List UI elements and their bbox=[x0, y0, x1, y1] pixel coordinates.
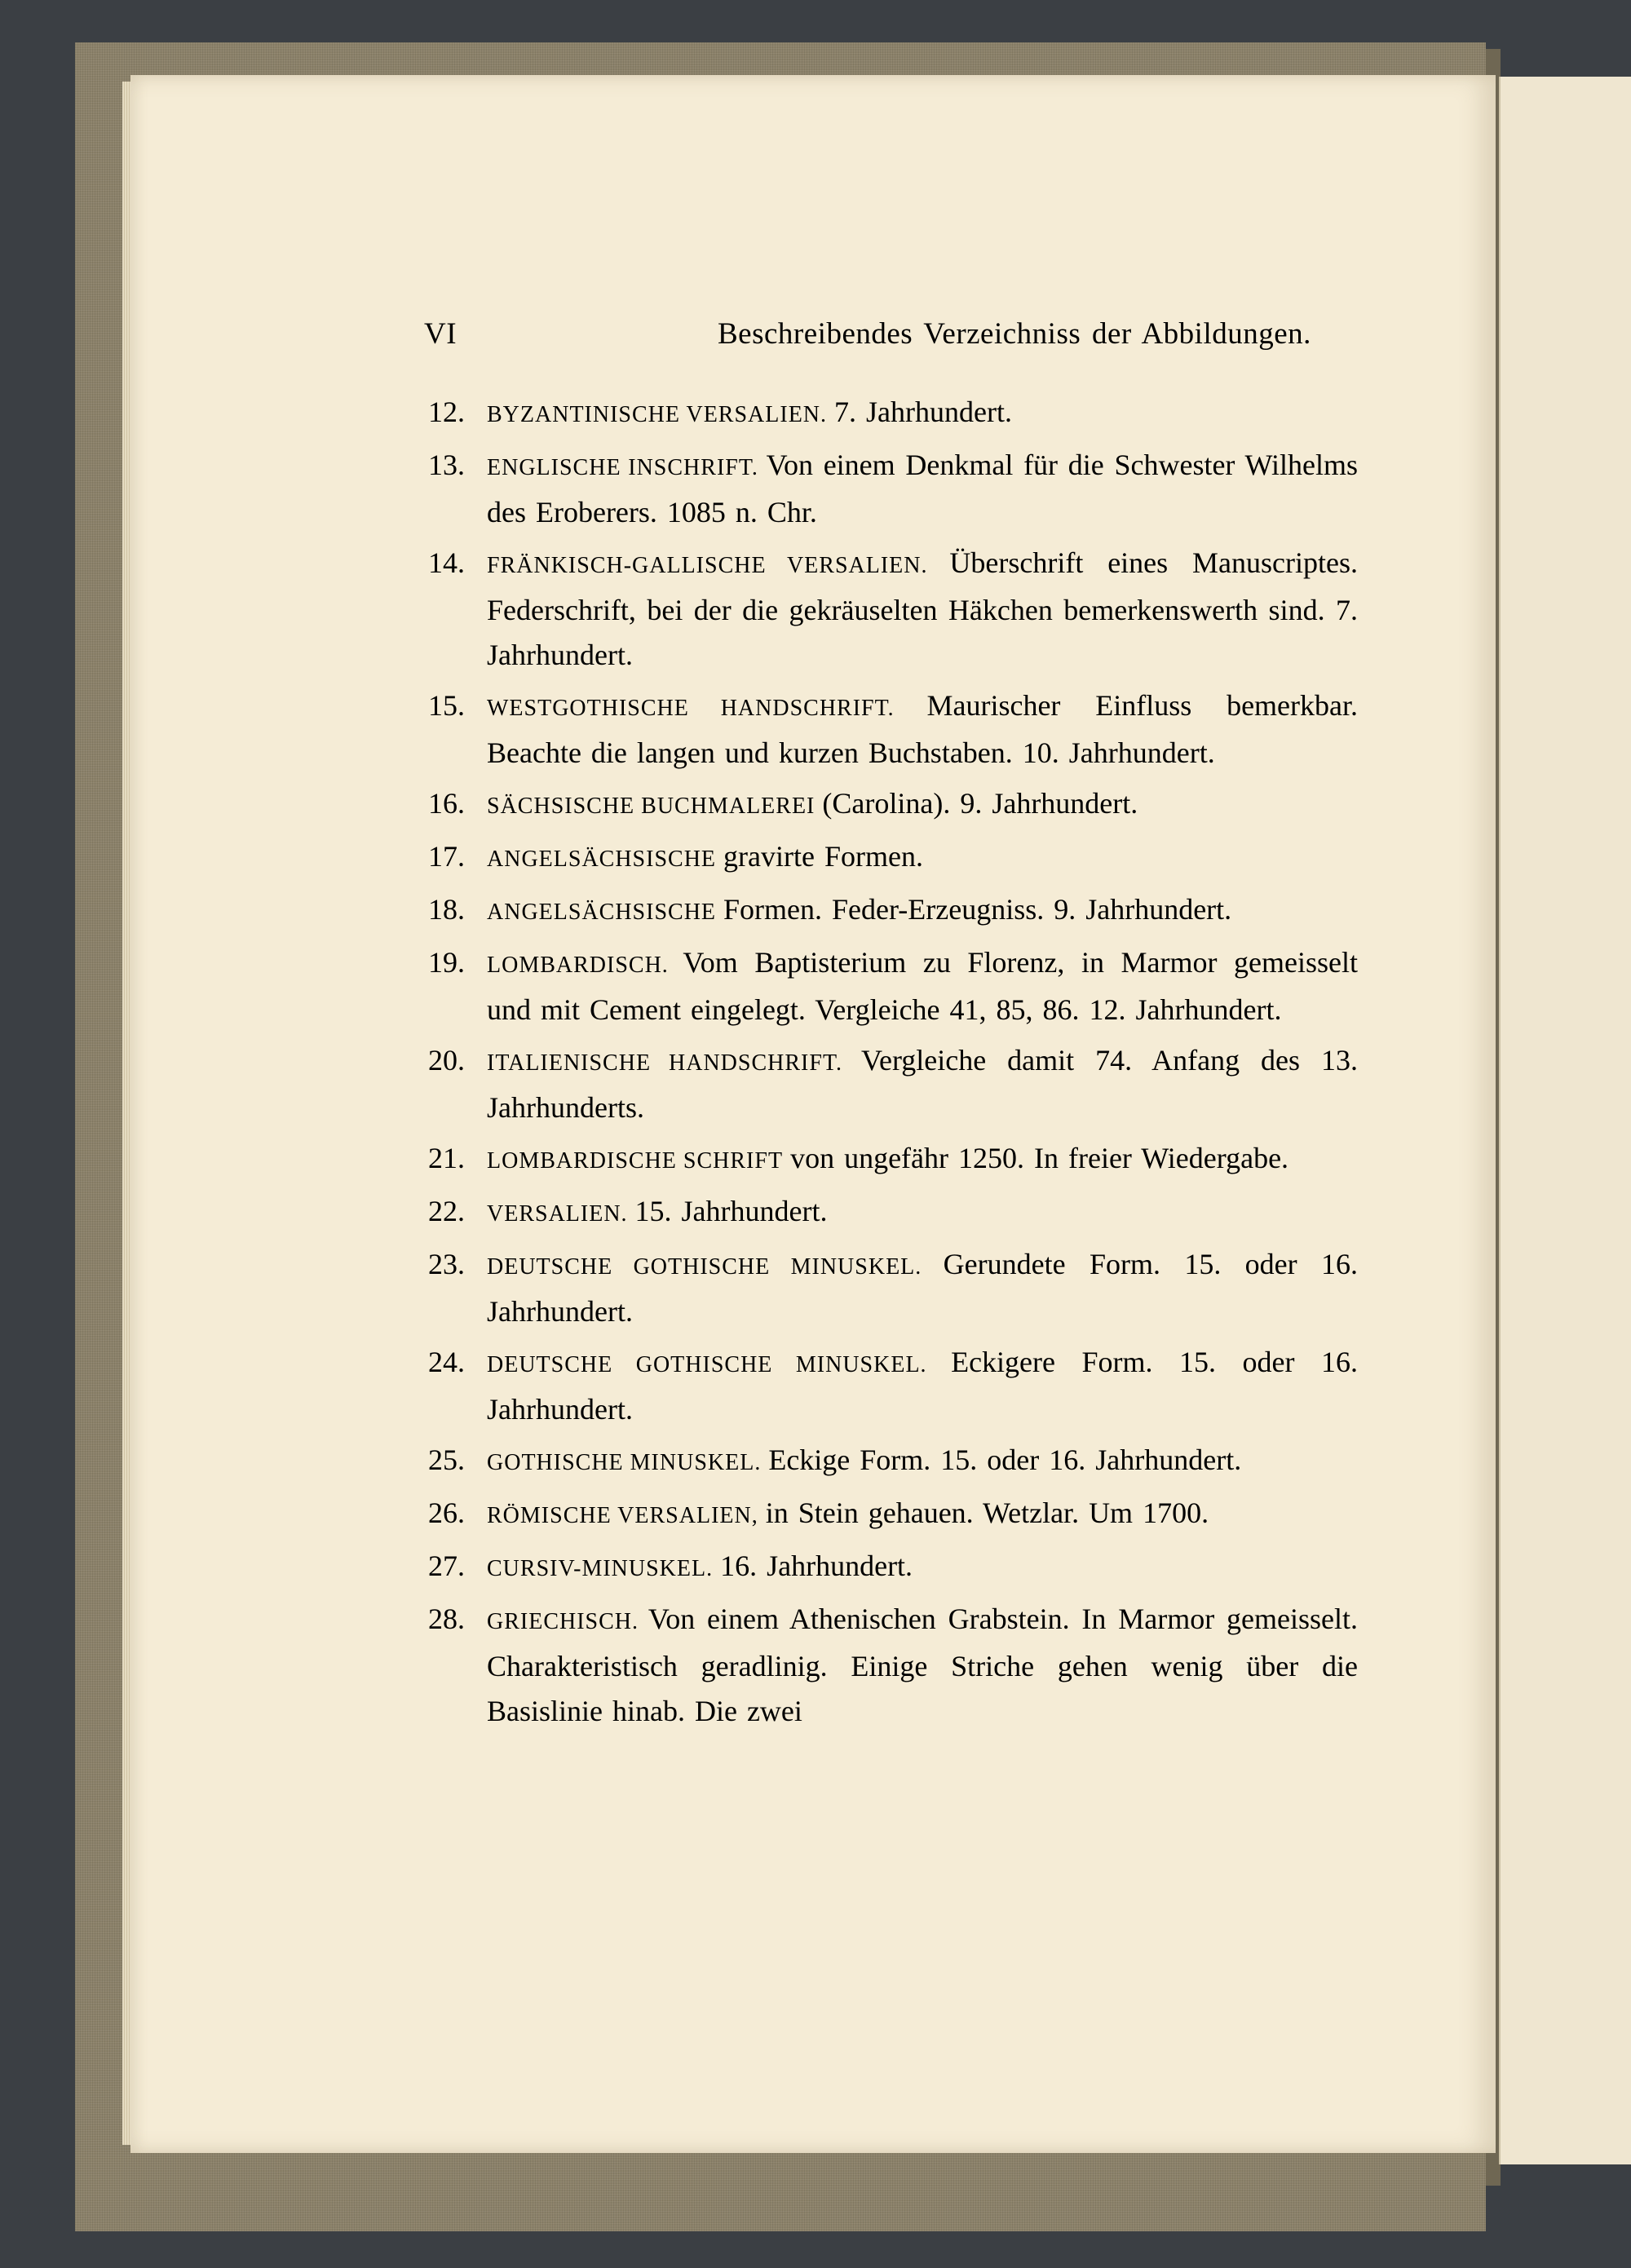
entry-text: Formen. Feder-Erzeugniss. 9. Jahrhundert. bbox=[723, 893, 1232, 926]
entry-number: 25. bbox=[428, 1443, 465, 1476]
figure-entry bbox=[428, 443, 1358, 535]
entry-text: 7. Jahrhundert. bbox=[834, 396, 1012, 428]
entry-heading: DEUTSCHE GOTHISCHE MINUSKEL. bbox=[487, 1352, 927, 1377]
figure-list bbox=[428, 390, 1358, 1740]
figure-entry bbox=[428, 1038, 1358, 1130]
entry-text: 16. Jahrhundert. bbox=[720, 1550, 913, 1582]
entry-number: 24. bbox=[428, 1346, 465, 1378]
entry-text: 15. Jahrhundert. bbox=[634, 1195, 828, 1227]
entry-heading: ENGLISCHE INSCHRIFT. bbox=[487, 455, 758, 480]
entry-heading: RÖMISCHE VERSALIEN, bbox=[487, 1503, 758, 1528]
entry-text: Überschrift eines Manuscriptes. Federschrift, bei der die gekräuselten Häkchen bemerkenswerth sind. 7. Jahrhundert. bbox=[487, 546, 1359, 671]
figure-entry bbox=[428, 1438, 1358, 1485]
entry-heading: LOMBARDISCHE SCHRIFT bbox=[487, 1148, 784, 1174]
entry-heading: VERSALIEN. bbox=[487, 1201, 628, 1227]
entry-heading: ITALIENISCHE HANDSCHRIFT. bbox=[487, 1050, 842, 1076]
figure-entry bbox=[428, 1242, 1358, 1334]
entry-text: Eckige Form. 15. oder 16. Jahrhundert. bbox=[768, 1443, 1242, 1476]
entry-text: (Carolina). 9. Jahrhundert. bbox=[822, 787, 1138, 820]
entry-heading: GRIECHISCH. bbox=[487, 1609, 639, 1634]
entry-number: 27. bbox=[428, 1550, 465, 1582]
figure-entry bbox=[428, 781, 1358, 829]
entry-number: 21. bbox=[428, 1142, 465, 1174]
figure-entry bbox=[428, 1544, 1358, 1591]
entry-number: 15. bbox=[428, 689, 465, 722]
figure-entry bbox=[428, 1189, 1358, 1236]
entry-text: von ungefähr 1250. In freier Wiedergabe. bbox=[790, 1142, 1289, 1174]
figure-entry bbox=[428, 1491, 1358, 1538]
figure-entry bbox=[428, 541, 1358, 678]
entry-number: 12. bbox=[428, 396, 465, 428]
entry-text: Vergleiche damit 74. Anfang des 13. Jahrhunderts. bbox=[487, 1044, 1359, 1124]
entry-number: 26. bbox=[428, 1497, 465, 1529]
entry-number: 22. bbox=[428, 1195, 465, 1227]
facing-page bbox=[1499, 77, 1631, 2164]
figure-entry bbox=[428, 1136, 1358, 1183]
entry-heading: CURSIV-MINUSKEL. bbox=[487, 1556, 714, 1581]
entry-text: Vom Baptisterium zu Florenz, in Marmor gemeisselt und mit Cement eingelegt. Vergleiche 41, 85, 86. 12. Jahrhundert. bbox=[487, 946, 1359, 1026]
figure-entry bbox=[428, 1340, 1358, 1432]
entry-text: Von einem Denkmal für die Schwester Wilhelms des Eroberers. 1085 n. Chr. bbox=[487, 449, 1359, 528]
entry-number: 16. bbox=[428, 787, 465, 820]
entry-heading: ANGELSÄCHSISCHE bbox=[487, 847, 717, 872]
entry-number: 23. bbox=[428, 1248, 465, 1280]
figure-entry bbox=[428, 887, 1358, 935]
figure-entry bbox=[428, 834, 1358, 882]
page-number: VI bbox=[424, 317, 457, 351]
entry-heading: FRÄNKISCH-GALLISCHE VERSALIEN. bbox=[487, 553, 928, 578]
running-title: Beschreibendes Verzeichniss der Abbildungen. bbox=[718, 317, 1311, 351]
figure-entry bbox=[428, 1597, 1358, 1734]
entry-number: 13. bbox=[428, 449, 465, 481]
entry-number: 18. bbox=[428, 893, 465, 926]
entry-text: Eckigere Form. 15. oder 16. Jahrhundert. bbox=[487, 1346, 1358, 1426]
entry-number: 20. bbox=[428, 1044, 465, 1077]
running-head bbox=[294, 316, 1354, 365]
entry-heading: DEUTSCHE GOTHISCHE MINUSKEL. bbox=[487, 1254, 922, 1280]
entry-text: Gerundete Form. 15. oder 16. Jahrhundert. bbox=[487, 1248, 1359, 1328]
entry-heading: GOTHISCHE MINUSKEL. bbox=[487, 1450, 762, 1475]
entry-text: Von einem Athenischen Grabstein. In Marmor gemeisselt. Charakteristisch geradlinig. Einige Striche gehen wenig über die Basislinie hinab. Die zwei bbox=[487, 1603, 1359, 1727]
entry-text: in Stein gehauen. Wetzlar. Um 1700. bbox=[765, 1497, 1209, 1529]
entry-number: 17. bbox=[428, 840, 465, 873]
figure-entry bbox=[428, 940, 1358, 1032]
entry-heading: WESTGOTHISCHE HANDSCHRIFT. bbox=[487, 696, 895, 721]
entry-number: 28. bbox=[428, 1603, 465, 1635]
entry-heading: SÄCHSISCHE BUCHMALEREI bbox=[487, 794, 816, 819]
figure-entry bbox=[428, 683, 1358, 776]
entry-number: 14. bbox=[428, 546, 465, 579]
entry-heading: LOMBARDISCH. bbox=[487, 953, 669, 978]
entry-text: gravirte Formen. bbox=[723, 840, 923, 873]
entry-heading: ANGELSÄCHSISCHE bbox=[487, 900, 717, 925]
entry-number: 19. bbox=[428, 946, 465, 979]
figure-entry bbox=[428, 390, 1358, 437]
entry-text: Maurischer Einfluss bemerkbar. Beachte die langen und kurzen Buchstaben. 10. Jahrhundert. bbox=[487, 689, 1358, 769]
entry-heading: BYZANTINISCHE VERSALIEN. bbox=[487, 402, 828, 427]
